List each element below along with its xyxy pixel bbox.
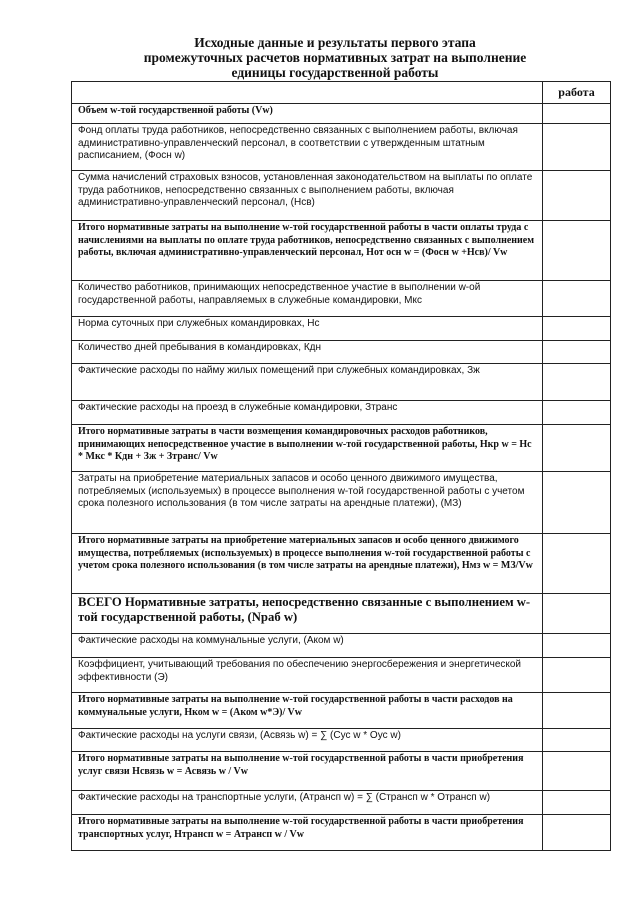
header-empty-cell xyxy=(72,82,543,104)
row-label: Затраты на приобретение материальных запасов и особо ценного движимого имущества, потребляемых (используемых) в процессе выполнения w-той государственной работы с учетом срока полезного использования (в том числе затраты на арендные платежи), (МЗ) xyxy=(72,472,543,534)
table-row xyxy=(72,281,611,317)
table-row xyxy=(72,341,611,364)
row-label: Сумма начислений страховых взносов, установленная законодательством на выплаты по оплате труда работников, непосредственно связанных с выполнением работы, включая административно-управленческий персонал, (Нсв) xyxy=(72,171,543,221)
value-cell[interactable] xyxy=(543,534,611,594)
row-label: Фактические расходы на проезд в служебные командировки, Зтранс xyxy=(72,401,543,425)
table-row xyxy=(72,791,611,815)
header-row xyxy=(72,82,611,104)
value-cell[interactable] xyxy=(543,729,611,752)
table-row xyxy=(72,124,611,171)
table-row xyxy=(72,472,611,534)
row-label: Количество работников, принимающих непосредственное участие в выполнении w-ой государственной работы, направляемых в служебные командировки, Мкс xyxy=(72,281,543,317)
value-cell[interactable] xyxy=(543,815,611,851)
table-row xyxy=(72,317,611,341)
value-cell[interactable] xyxy=(543,791,611,815)
value-cell[interactable] xyxy=(543,171,611,221)
row-label: Фонд оплаты труда работников, непосредственно связанных с выполнением работы, включая административно-управленческий персонал, в соответствии с утвержденным штатным расписанием, (Фосн w) xyxy=(72,124,543,171)
table-row xyxy=(72,401,611,425)
value-cell[interactable] xyxy=(543,401,611,425)
table-row xyxy=(72,658,611,693)
value-cell[interactable] xyxy=(543,221,611,281)
value-cell[interactable] xyxy=(543,752,611,791)
row-label: Фактические расходы на коммунальные услуги, (Аком w) xyxy=(72,634,543,658)
column-header-rabota: работа xyxy=(543,82,611,104)
table-row xyxy=(72,693,611,729)
value-cell[interactable] xyxy=(543,341,611,364)
row-label: Итого нормативные затраты на выполнение w-той государственной работы в части расходов на коммунальные услуги, Нком w = (Аком w*Э)/ Vw xyxy=(72,693,543,729)
value-cell[interactable] xyxy=(543,472,611,534)
row-label: Объем w-той государственной работы (Vw) xyxy=(72,104,543,124)
table-row xyxy=(72,634,611,658)
row-label: Итого нормативные затраты на выполнение w-той государственной работы в части приобретения услуг связи Нсвязь w = Асвязь w / Vw xyxy=(72,752,543,791)
table-row xyxy=(72,752,611,791)
table-row xyxy=(72,221,611,281)
table-row xyxy=(72,594,611,634)
row-label: Количество дней пребывания в командировках, Кдн xyxy=(72,341,543,364)
title-line-2: промежуточных расчетов нормативных затрат на выполнение xyxy=(143,50,527,65)
row-label: Фактические расходы по найму жилых помещений при служебных командировках, Зж xyxy=(72,364,543,401)
value-cell[interactable] xyxy=(543,124,611,171)
title-line-3: единицы государственной работы xyxy=(231,65,439,80)
table-row xyxy=(72,364,611,401)
value-cell[interactable] xyxy=(543,364,611,401)
cost-table xyxy=(71,81,611,851)
table-row xyxy=(72,425,611,472)
row-label: Итого нормативные затраты в части возмещения командировочных расходов работников, принимающих непосредственное участие в выполнении w-той государственной работы, Нкр w = Нс * Мкс * Кдн + Зж + Зтранс/ Vw xyxy=(72,425,543,472)
document-title xyxy=(100,35,570,80)
table-row xyxy=(72,729,611,752)
row-label: Итого нормативные затраты на выполнение w-той государственной работы в части приобретения транспортных услуг, Нтрансп w = Атрансп w / Vw xyxy=(72,815,543,851)
row-label: Фактические расходы на услуги связи, (Асвязь w) = ∑ (Сус w * Оус w) xyxy=(72,729,543,752)
table-row xyxy=(72,104,611,124)
row-label: Норма суточных при служебных командировках, Нс xyxy=(72,317,543,341)
value-cell[interactable] xyxy=(543,658,611,693)
table-row xyxy=(72,534,611,594)
row-label: Фактические расходы на транспортные услуги, (Атрансп w) = ∑ (Странсп w * Отрансп w) xyxy=(72,791,543,815)
value-cell[interactable] xyxy=(543,594,611,634)
row-label: Итого нормативные затраты на приобретение материальных запасов и особо ценного движимого имущества, потребляемых (используемых) в процессе выполнения w-той государственной работы с учетом срока полезного использования (в том числе затраты на арендные платежи), Нмз w = МЗ/Vw xyxy=(72,534,543,594)
row-label: ВСЕГО Нормативные затраты, непосредственно связанные с выполнением w-той государственной работы, (Nраб w) xyxy=(72,594,543,634)
row-label: Итого нормативные затраты на выполнение w-той государственной работы в части оплаты труда с начислениями на выплаты по оплате труда работников, непосредственно связанных с выполнением работы, включая административно-управленческий персонал, Нот осн w = (Фосн w +Нсв)/ Vw xyxy=(72,221,543,281)
value-cell[interactable] xyxy=(543,317,611,341)
value-cell[interactable] xyxy=(543,693,611,729)
row-label: Коэффициент, учитывающий требования по обеспечению энергосбережения и энергетической эффективности (Э) xyxy=(72,658,543,693)
table-row xyxy=(72,171,611,221)
value-cell[interactable] xyxy=(543,634,611,658)
value-cell[interactable] xyxy=(543,281,611,317)
title-line-1: Исходные данные и результаты первого этапа xyxy=(194,35,476,50)
value-cell[interactable] xyxy=(543,104,611,124)
table-row xyxy=(72,815,611,851)
value-cell[interactable] xyxy=(543,425,611,472)
